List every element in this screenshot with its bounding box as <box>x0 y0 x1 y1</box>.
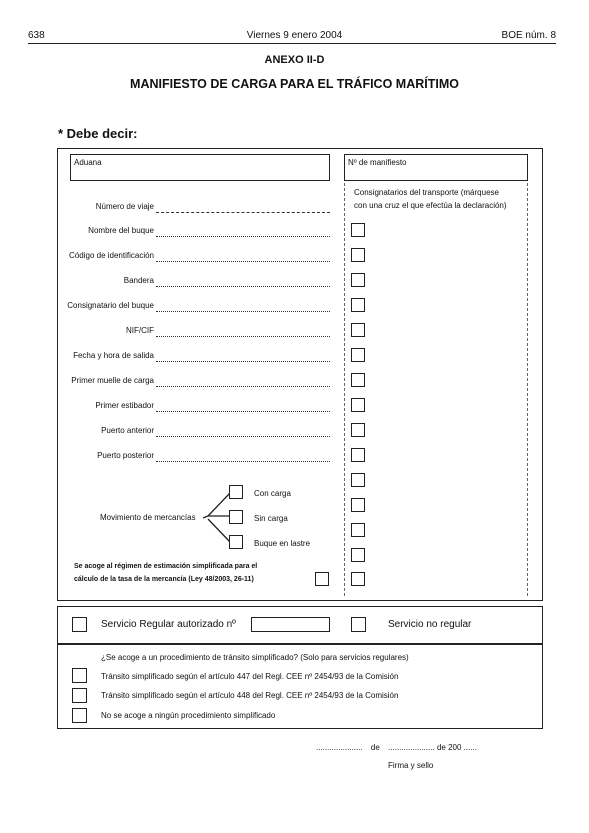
servicio-regular-label: Servicio Regular autorizado nº <box>101 619 236 630</box>
field-label-puerto-posterior: Puerto posterior <box>97 451 154 460</box>
transit-art448-label: Tránsito simplificado según el artículo 448 del Regl. CEE nº 2454/93 de la Comisión <box>101 691 399 700</box>
consignatario-checkbox[interactable] <box>351 348 365 362</box>
consignatario-checkbox[interactable] <box>351 398 365 412</box>
transit-question: ¿Se acoge a un procedimiento de tránsito simplificado? (Solo para servicios regulares) <box>101 653 409 662</box>
transit-art447-label: Tránsito simplificado según el artículo 447 del Regl. CEE nº 2454/93 de la Comisión <box>101 672 399 681</box>
manifiesto-label: Nº de manifiesto <box>348 158 407 167</box>
field-line-codigo-identificacion[interactable] <box>156 261 330 262</box>
correction-label: * Debe decir: <box>58 126 138 141</box>
consignatarios-note-line2: con una cruz el que efectúa la declaración) <box>354 201 507 210</box>
buque-lastre-label: Buque en lastre <box>254 539 311 548</box>
consignatario-checkbox[interactable] <box>351 373 365 387</box>
field-label-primer-estibador: Primer estibador <box>95 401 154 410</box>
consignatario-checkbox[interactable] <box>351 298 365 312</box>
annex-label: ANEXO II-D <box>264 54 325 66</box>
field-label-bandera: Bandera <box>123 276 154 285</box>
con-carga-label: Con carga <box>254 489 291 498</box>
manifiesto-number-field[interactable] <box>344 154 528 181</box>
consignatario-checkbox[interactable] <box>351 572 365 586</box>
field-line-nombre-buque[interactable] <box>156 236 330 237</box>
document-title: MANIFIESTO DE CARGA PARA EL TRÁFICO MARÍTIMO <box>130 77 459 91</box>
signature-date-dots2: ..................... <box>388 743 437 752</box>
page-number: 638 <box>28 30 45 41</box>
consignatario-checkbox[interactable] <box>351 448 365 462</box>
sin-carga-checkbox[interactable] <box>229 510 243 524</box>
signature-date-dots1: ..................... <box>316 743 365 752</box>
field-line-primer-muelle[interactable] <box>156 386 330 387</box>
consignatario-checkbox[interactable] <box>351 548 365 562</box>
con-carga-checkbox[interactable] <box>229 485 243 499</box>
consignatario-checkbox[interactable] <box>351 423 365 437</box>
consignatario-checkbox[interactable] <box>351 223 365 237</box>
sin-carga-label: Sin carga <box>254 514 288 523</box>
field-label-puerto-anterior: Puerto anterior <box>101 426 154 435</box>
bracket-icon <box>198 490 232 552</box>
signature-date-line[interactable] <box>316 743 477 752</box>
consignatario-checkbox[interactable] <box>351 498 365 512</box>
field-label-primer-muelle: Primer muelle de carga <box>71 376 154 385</box>
field-line-primer-estibador[interactable] <box>156 411 330 412</box>
transit-none-label: No se acoge a ningún procedimiento simplificado <box>101 711 276 720</box>
field-line-fecha-hora-salida[interactable] <box>156 361 330 362</box>
field-label-consignatario-buque: Consignatario del buque <box>67 301 154 310</box>
field-label-nombre-buque: Nombre del buque <box>88 226 154 235</box>
buque-lastre-checkbox[interactable] <box>229 535 243 549</box>
signature-de1: de <box>370 743 380 752</box>
regimen-line2: cálculo de la tasa de la mercancía (Ley 48/2003, 26-11) <box>74 576 254 583</box>
field-label-fecha-hora-salida: Fecha y hora de salida <box>73 351 154 360</box>
transit-art448-checkbox[interactable] <box>72 688 87 703</box>
field-line-nif-cif[interactable] <box>156 336 330 337</box>
servicio-no-regular-checkbox[interactable] <box>351 617 366 632</box>
consignatario-checkbox[interactable] <box>351 248 365 262</box>
servicio-regular-checkbox[interactable] <box>72 617 87 632</box>
signature-label: Firma y sello <box>388 761 434 770</box>
field-line-puerto-anterior[interactable] <box>156 436 330 437</box>
signature-de2: de 200 ...... <box>436 743 477 752</box>
consignatarios-note-line1: Consignatarios del transporte (márquese <box>354 188 499 197</box>
field-line-numero-viaje[interactable] <box>156 212 330 213</box>
regimen-line1: Se acoge al régimen de estimación simplificada para el <box>74 563 258 570</box>
column-divider-left <box>344 183 345 596</box>
transit-none-checkbox[interactable] <box>72 708 87 723</box>
column-divider-right <box>527 183 528 596</box>
regimen-checkbox[interactable] <box>315 572 329 586</box>
manifest-form <box>57 148 543 601</box>
consignatario-checkbox[interactable] <box>351 323 365 337</box>
field-line-bandera[interactable] <box>156 286 330 287</box>
header-rule <box>28 43 556 44</box>
field-line-puerto-posterior[interactable] <box>156 461 330 462</box>
consignatario-checkbox[interactable] <box>351 273 365 287</box>
movimiento-label: Movimiento de mercancías <box>100 513 196 522</box>
field-label-nif-cif: NIF/CIF <box>126 326 154 335</box>
aduana-label: Aduana <box>74 158 102 167</box>
issue-number: BOE núm. 8 <box>501 30 556 41</box>
field-label-codigo-identificacion: Código de identificación <box>69 251 154 260</box>
aduana-field[interactable] <box>70 154 330 181</box>
servicio-no-regular-label: Servicio no regular <box>388 619 472 630</box>
consignatario-checkbox[interactable] <box>351 473 365 487</box>
transit-art447-checkbox[interactable] <box>72 668 87 683</box>
servicio-regular-number-input[interactable] <box>251 617 330 632</box>
field-line-consignatario-buque[interactable] <box>156 311 330 312</box>
publication-date: Viernes 9 enero 2004 <box>246 30 343 41</box>
field-label-numero-viaje: Número de viaje <box>95 202 154 211</box>
consignatario-checkbox[interactable] <box>351 523 365 537</box>
